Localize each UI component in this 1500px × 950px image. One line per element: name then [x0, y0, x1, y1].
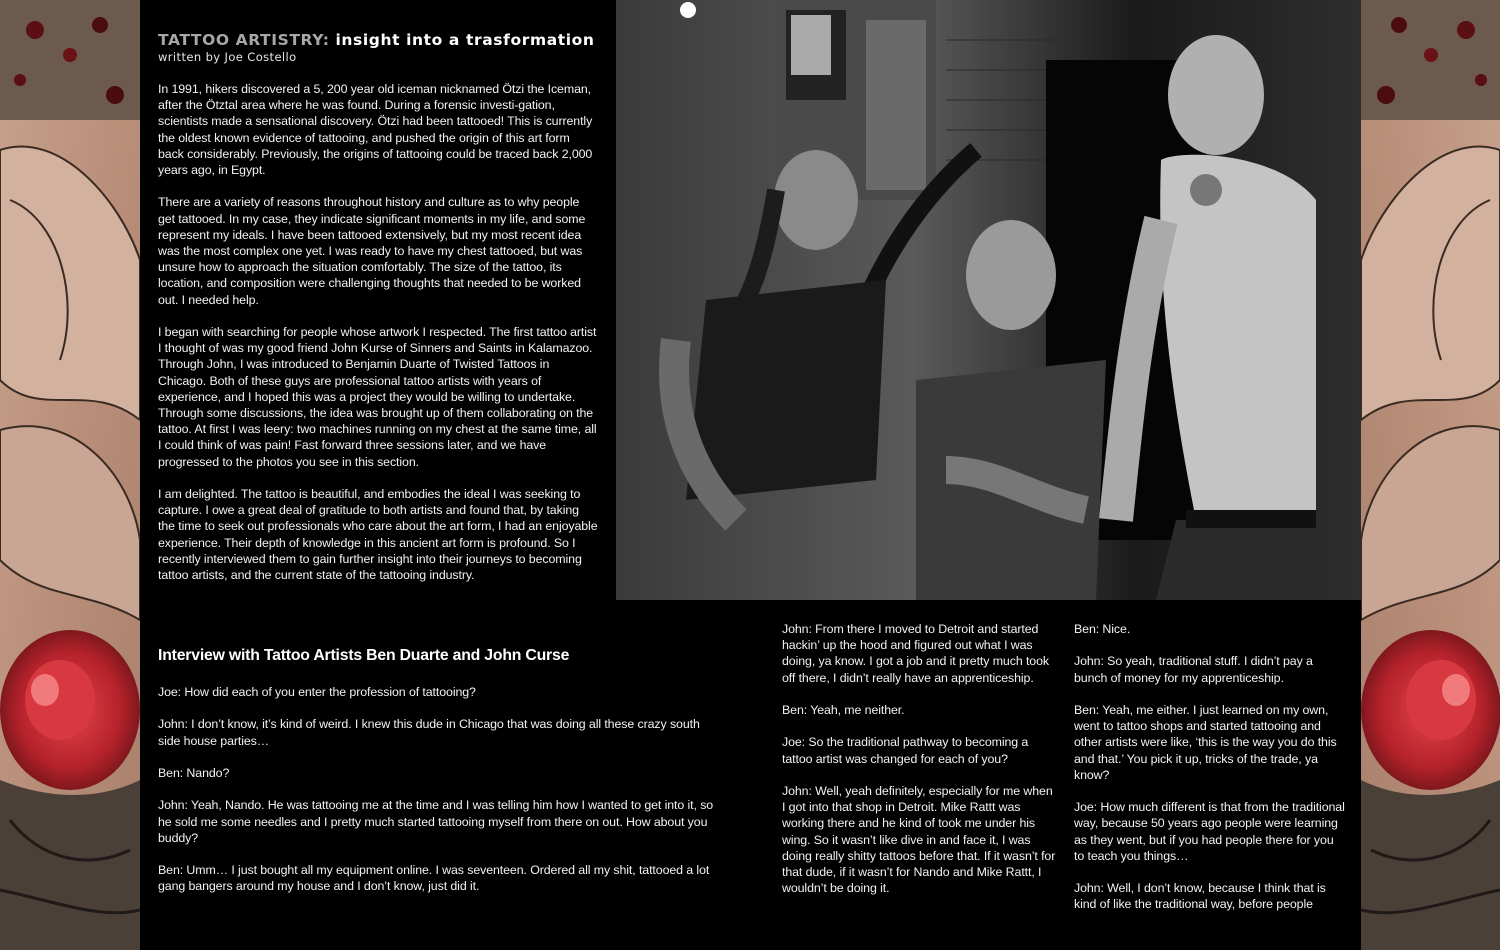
intro-paragraph: I am delighted. The tattoo is beautiful, and embodies the ideal I was seeking to capture. I owe a great deal of gratitude to both artists and found that, by taking the time to seek out professionals who care about the art form, I had an enjoyable experience. Their depth of knowledge in this ancient art form is profound. So I recently interviewed them to gain further insight into their journeys to becoming tattoo artists, and the current state of the tattooing industry. [158, 487, 598, 583]
right-tattoo-border-image [1361, 0, 1500, 950]
interview-line: Joe: How much different is that from the traditional way, because 50 years ago people were learning as they went, but if you had people there for you to teach you things… [1074, 800, 1345, 863]
interview-line: John: I don’t know, it’s kind of weird. I knew this dude in Chicago that was doing all these crazy south side house parties… [158, 717, 700, 748]
interview-heading: Interview with Tattoo Artists Ben Duarte and John Curse [158, 647, 570, 664]
intro-body [158, 81, 598, 599]
interview-line: John: Well, I don’t know, because I think that is kind of like the traditional way, before people [1074, 881, 1326, 912]
interview-line: Ben: Yeah, me either. I just learned on my own, went to tattoo shops and started tattooing and other artists were like, ‘this is the way you do this and that.’ You pick it up, tricks of the trade, ya know? [1074, 702, 1337, 782]
intro-paragraph: In 1991, hikers discovered a 5, 200 year old iceman nicknamed Ötzi the Iceman, after the Ötztal area where he was found. During a forensic investi-gation, scientists made a sensational discovery. Ötzi had been tattooed! This is currently the oldest known evidence of tattooing, and pushed the origin of this art form back considerably. Previously, the origins of tattooing could be traced back 2,000 years ago, in Egypt. [158, 82, 593, 178]
interview-line: John: Well, yeah definitely, especially for me when I got into that shop in Detroit. Mike Rattt was working there and he kind of took me under his wing. So it wasn’t like dive in and face it, I was doing really shitty tattoos before that. If it wasn’t for that dude, if it wasn’t for Nando and Mike Rattt, I wouldn’t be doing it. [782, 783, 1056, 896]
article-title-subtitle: insight into a trasformation [329, 31, 595, 49]
interview-line: John: From there I moved to Detroit and started hackin’ up the hood and figured out what I was doing, ya know. I got a job and it pretty much took off there, I didn’t really have an apprenticeship. [782, 622, 1049, 685]
article-title [158, 31, 595, 49]
interview-line: Joe: How did each of you enter the profession of tattooing? [158, 685, 476, 699]
intro-paragraph: I began with searching for people whose artwork I respected. The first tattoo artist I thought of was my good friend John Kurse of Sinners and Saints in Kalamazoo. Through John, I was introduced to Benjamin Duarte of Twisted Tattoos in Chicago. Both of these guys are professional tattoo artists with years of experience, and I hoped this was a project they would be willing to undertake. Through some discussions, the idea was brought up of them collaborating on the tattoo. At first I was leery: two machines running on my chest at the same time, all I could think of was pain! Fast forward three sessions later, and we have progressed to the photos you see in this section. [158, 325, 597, 469]
interview-line: John: So yeah, traditional stuff. I didn’t pay a bunch of money for my apprenticeship. [1074, 654, 1313, 685]
interview-line: Ben: Yeah, me neither. [782, 703, 905, 717]
intro-paragraph: There are a variety of reasons throughout history and culture as to why people get tattooed. In my case, they indicate significant moments in my life, and some represent my ideals. I have been tattooed extensively, but my most recent idea was the most complex one yet. I was ready to have my chest tattooed, but was unsure how to approach the situation comfortably. The size of the tattoo, its location, and composition were challenging thoughts that needed to be worked out. I needed help. [158, 195, 586, 307]
interview-line: Ben: Nando? [158, 765, 230, 780]
left-tattoo-border-image [0, 0, 140, 950]
interview-line: Ben: Umm… I just bought all my equipment online. I was seventeen. Ordered all my shit, tattooed a lot gang bangers around my house and I don’t know, just did it. [158, 863, 710, 894]
interview-column-3 [1074, 621, 1346, 929]
interview-column-1 [158, 684, 718, 911]
interview-line: Ben: Nice. [1074, 622, 1131, 636]
interview-line: John: Yeah, Nando. He was tattooing me at the time and I was telling him how I wanted to get into it, so he sold me some needles and I pretty much started tattooing myself from there on out. How about you buddy? [158, 798, 714, 845]
article-title-prefix: TATTOO ARTISTRY: [158, 31, 330, 49]
article-byline: written by Joe Costello [158, 50, 297, 64]
interview-column-2 [782, 621, 1057, 913]
tattoo-artists-photo [616, 0, 1361, 600]
interview-line: Joe: So the traditional pathway to becoming a tattoo artist was changed for each of you? [782, 735, 1029, 766]
